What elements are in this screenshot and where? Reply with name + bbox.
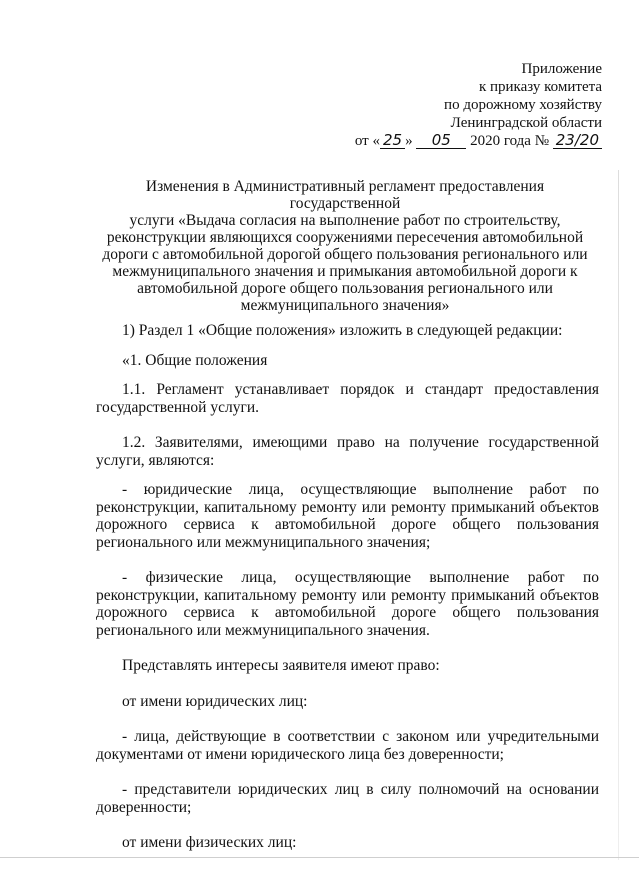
date-mid: »	[405, 133, 413, 149]
title-line: межмуниципального значения»	[240, 297, 450, 314]
handwritten-order-number: 23/20	[553, 132, 602, 149]
header-line: к приказу комитета	[478, 79, 602, 95]
handwritten-month: 05	[416, 132, 466, 149]
paragraph-legal-entities: - юридические лица, осуществляющие выполнение работ по реконструкции, капитальному ремонту или ремонту примыканий объектов дорожного сервиса к автомобильной дороге общего пользования регионального или межмуниципального значения;	[96, 481, 599, 551]
paragraph-1-2: 1.2. Заявителями, имеющими право на получение государственной услуги, являются:	[96, 434, 599, 469]
document-title	[90, 178, 600, 314]
scan-edge-line	[618, 170, 619, 860]
document-body	[96, 322, 599, 852]
title-line: дороги с автомобильной дорогой общего пользования регионального или	[102, 246, 588, 263]
paragraph-section-1: 1) Раздел 1 «Общие положения» изложить в следующей редакции:	[122, 322, 563, 339]
header-line: Приложение	[521, 61, 602, 77]
paragraph-1-1: 1.1. Регламент устанавливает порядок и стандарт предоставления государственной услуги.	[96, 381, 599, 416]
paragraph-legal-persons-acting: - лица, действующие в соответствии с законом или учредительными документами от имени юридического лица без доверенности;	[96, 728, 599, 763]
appendix-header	[355, 60, 602, 150]
date-prefix: от «	[354, 133, 380, 149]
paragraph-on-behalf-legal: от имени юридических лиц:	[122, 692, 308, 710]
title-line: Изменения в Административный регламент предоставления государственной	[145, 178, 545, 212]
paragraph-representatives: Представлять интересы заявителя имеют право:	[122, 657, 440, 674]
title-line: услуги «Выдача согласия на выполнение работ по строительству,	[129, 212, 561, 229]
title-line: автомобильной дороге общего пользования регионального или	[137, 280, 553, 297]
scan-bottom-rule	[0, 857, 639, 858]
date-suffix: 2020 года №	[470, 133, 550, 149]
handwritten-day: 25	[380, 132, 405, 149]
title-line: реконструкции являющихся сооружениями пересечения автомобильной	[106, 229, 584, 246]
paragraph-heading: «1. Общие положения	[122, 351, 268, 369]
paragraph-legal-representatives: - представители юридических лиц в силу полномочий на основании доверенности;	[96, 781, 599, 816]
paragraph-on-behalf-individuals: от имени физических лиц:	[122, 834, 297, 851]
header-line: по дорожному хозяйству	[444, 97, 602, 113]
title-line: межмуниципального значения и примыкания автомобильной дороги к	[112, 263, 578, 280]
header-line: Ленинградской области	[450, 115, 602, 131]
paragraph-individuals: - физические лица, осуществляющие выполнение работ по реконструкции, капитальному ремонту или ремонту примыканий объектов дорожного сервиса к автомобильной дороге общего пользования регионального или межмуниципального значения.	[96, 569, 599, 639]
order-date-line	[355, 132, 602, 150]
